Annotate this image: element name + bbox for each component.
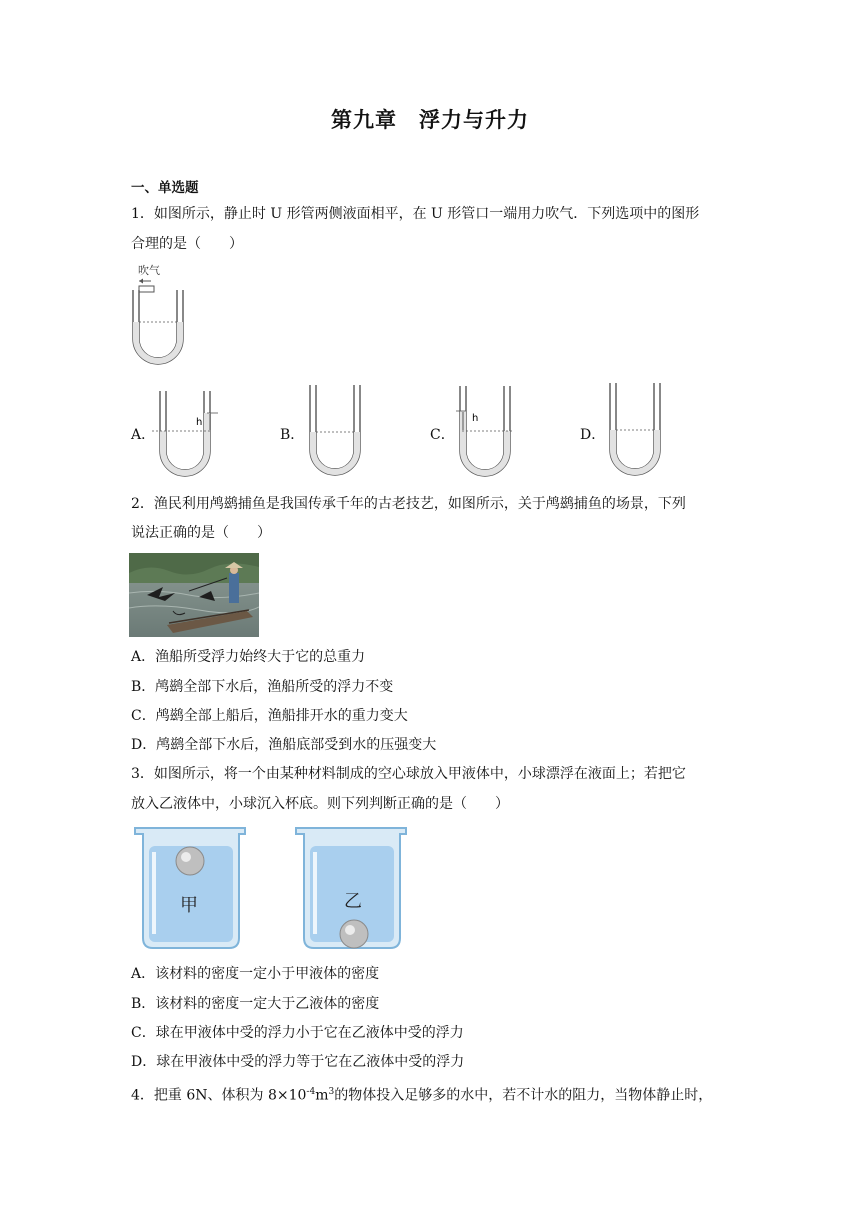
height-mark-c: h (472, 413, 479, 424)
beaker-yi-figure (294, 826, 410, 954)
q2-option-d[interactable]: D．鸬鹚全部下水后，渔船底部受到水的压强变大 (131, 737, 437, 753)
q4-text-part1: 4．把重 6N、体积为 8×10 (131, 1087, 307, 1104)
q4-unit-exponent: 3 (328, 1087, 335, 1097)
q2-text-line2: 说法正确的是（ ） (131, 525, 271, 541)
height-mark-a: h (196, 417, 203, 428)
q1-text-line2: 合理的是（ ） (131, 236, 243, 252)
q2-text-line1: 2．渔民利用鸬鹚捕鱼是我国传承千年的古老技艺，如图所示，关于鸬鹚捕鱼的场景，下列 (131, 496, 686, 512)
q1-option-d-label[interactable]: D． (580, 427, 606, 443)
q3-option-c[interactable]: C．球在甲液体中受的浮力小于它在乙液体中受的浮力 (131, 1025, 464, 1041)
cormorant-fishing-photo (129, 553, 259, 637)
q1-option-c-figure[interactable] (452, 383, 522, 481)
q1-option-d-figure[interactable] (602, 380, 672, 480)
beaker-jia-figure (133, 826, 249, 954)
q4-text-line1 (131, 1082, 712, 1106)
q3-option-b[interactable]: B．该材料的密度一定大于乙液体的密度 (131, 996, 380, 1012)
q1-option-a-figure[interactable] (152, 383, 222, 481)
q4-unit: m (315, 1087, 329, 1104)
q1-text-line1: 1．如图所示，静止时 U 形管两侧液面相平，在 U 形管口一端用力吹气．下列选项中的图形 (131, 206, 700, 222)
u-tube-blow-figure (125, 262, 195, 370)
q2-option-b[interactable]: B．鸬鹚全部下水后，渔船所受的浮力不变 (131, 679, 394, 695)
q3-option-a[interactable]: A．该材料的密度一定小于甲液体的密度 (131, 966, 380, 982)
q3-option-d[interactable]: D．球在甲液体中受的浮力等于它在乙液体中受的浮力 (131, 1054, 465, 1070)
q1-option-c-label[interactable]: C． (430, 427, 455, 443)
q3-text-line1: 3．如图所示，将一个由某种材料制成的空心球放入甲液体中，小球漂浮在液面上；若把它 (131, 766, 686, 782)
q2-option-a[interactable]: A．渔船所受浮力始终大于它的总重力 (131, 649, 366, 665)
q1-option-b-label[interactable]: B． (280, 427, 305, 443)
beaker-label-yi: 乙 (344, 891, 362, 912)
q2-option-c[interactable]: C．鸬鹚全部上船后，渔船排开水的重力变大 (131, 708, 408, 724)
beaker-label-jia: 甲 (180, 895, 198, 916)
q1-option-b-figure[interactable] (302, 380, 372, 480)
blow-label: 吹气 (138, 264, 160, 277)
q4-exponent: -4 (306, 1087, 316, 1097)
q3-text-line2: 放入乙液体中，小球沉入杯底。则下列判断正确的是（ ） (131, 796, 509, 812)
page-title: 第九章 浮力与升力 (331, 107, 529, 132)
section-heading: 一、单选题 (131, 180, 199, 196)
q1-option-a-label[interactable]: A． (131, 427, 156, 443)
q4-text-part3: 的物体投入足够多的水中，若不计水的阻力，当物体静止时， (334, 1087, 713, 1104)
